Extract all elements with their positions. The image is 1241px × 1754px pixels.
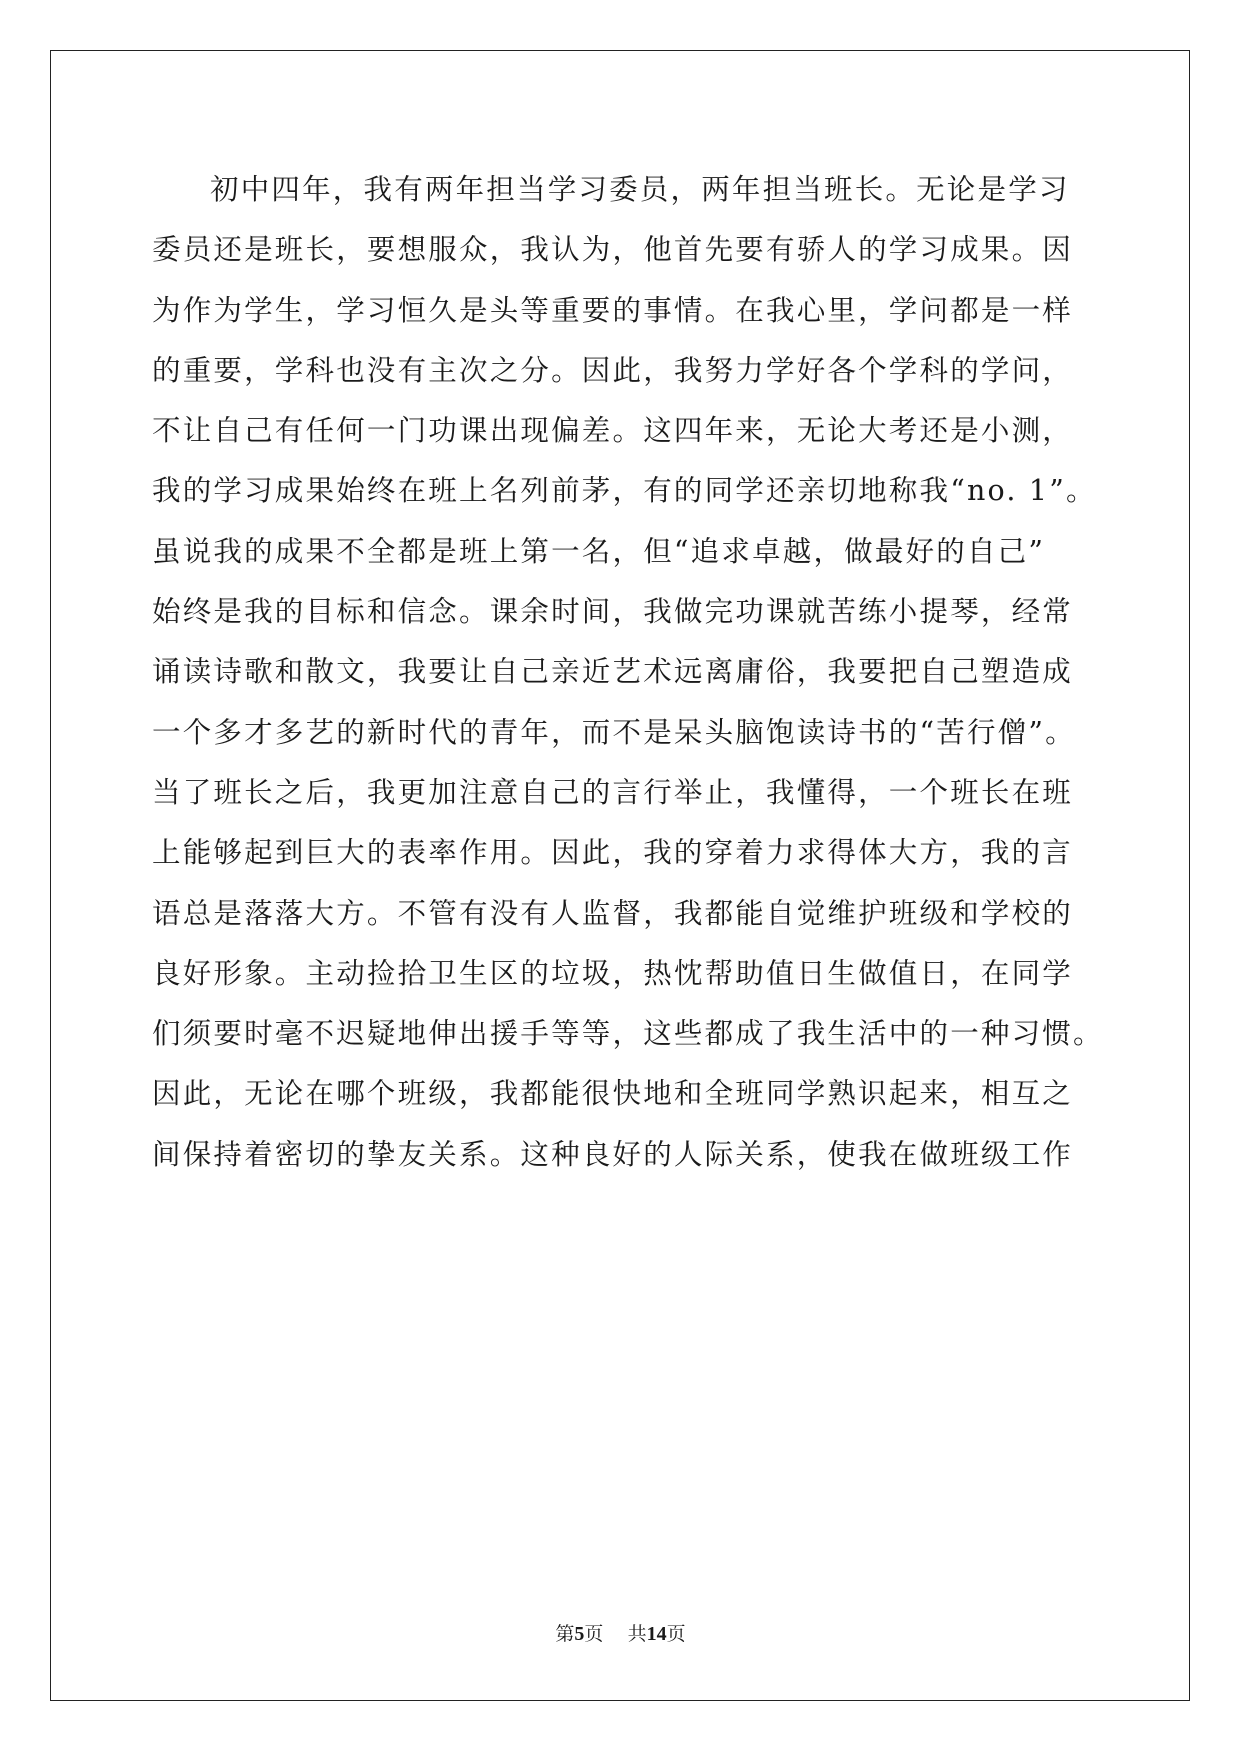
text-line-8: 始终是我的目标和信念。课余时间，我做完功课就苦练小提琴，经常 (152, 595, 1074, 629)
total-pages: 14 (646, 1623, 667, 1645)
text-line-12: 上能够起到巨大的表率作用。因此，我的穿着力求得体大方，我的言 (152, 836, 1074, 870)
text-line-6: 我的学习成果始终在班上名列前茅，有的同学还亲切地称我“no. 1”。 (152, 474, 1097, 508)
body-paragraph (152, 160, 1104, 1185)
footer-total-suffix: 页 (666, 1623, 686, 1645)
text-line-13: 语总是落落大方。不管有没有人监督，我都能自觉维护班级和学校的 (152, 896, 1074, 930)
text-line-15: 们须要时毫不迟疑地伸出援手等等，这些都成了我生活中的一种习惯。 (152, 1017, 1104, 1051)
text-line-1: 初中四年，我有两年担当学习委员，两年担当班长。无论是学习 (210, 173, 1070, 206)
text-line-3: 为作为学生，学习恒久是头等重要的事情。在我心里，学问都是一样 (152, 293, 1074, 327)
text-line-17: 间保持着密切的挚友关系。这种良好的人际关系，使我在做班级工作 (152, 1137, 1074, 1171)
text-line-14: 良好形象。主动捡拾卫生区的垃圾，热忱帮助值日生做值日，在同学 (152, 956, 1074, 990)
text-line-4: 的重要，学科也没有主次之分。因此，我努力学好各个学科的学问， (152, 353, 1074, 387)
footer-prefix: 第 (555, 1623, 575, 1645)
page-number: 5 (574, 1623, 585, 1645)
text-line-2: 委员还是班长，要想服众，我认为，他首先要有骄人的学习成果。因 (152, 233, 1074, 267)
footer-total-prefix: 共 (627, 1623, 647, 1645)
text-line-5: 不让自己有任何一门功课出现偏差。这四年来，无论大考还是小测， (152, 414, 1074, 448)
text-line-16: 因此，无论在哪个班级，我都能很快地和全班同学熟识起来，相互之 (152, 1077, 1074, 1111)
footer-page-suffix: 页 (584, 1623, 604, 1645)
text-line-9: 诵读诗歌和散文，我要让自己亲近艺术远离庸俗，我要把自己塑造成 (152, 655, 1074, 689)
text-line-10: 一个多才多艺的新时代的青年，而不是呆头脑饱读诗书的“苦行僧”。 (152, 715, 1076, 749)
page-footer (0, 1622, 1241, 1646)
text-line-11: 当了班长之后，我更加注意自己的言行举止，我懂得，一个班长在班 (152, 775, 1074, 809)
text-line-7: 虽说我的成果不全都是班上第一名，但“追求卓越，做最好的自己” (152, 534, 1046, 568)
